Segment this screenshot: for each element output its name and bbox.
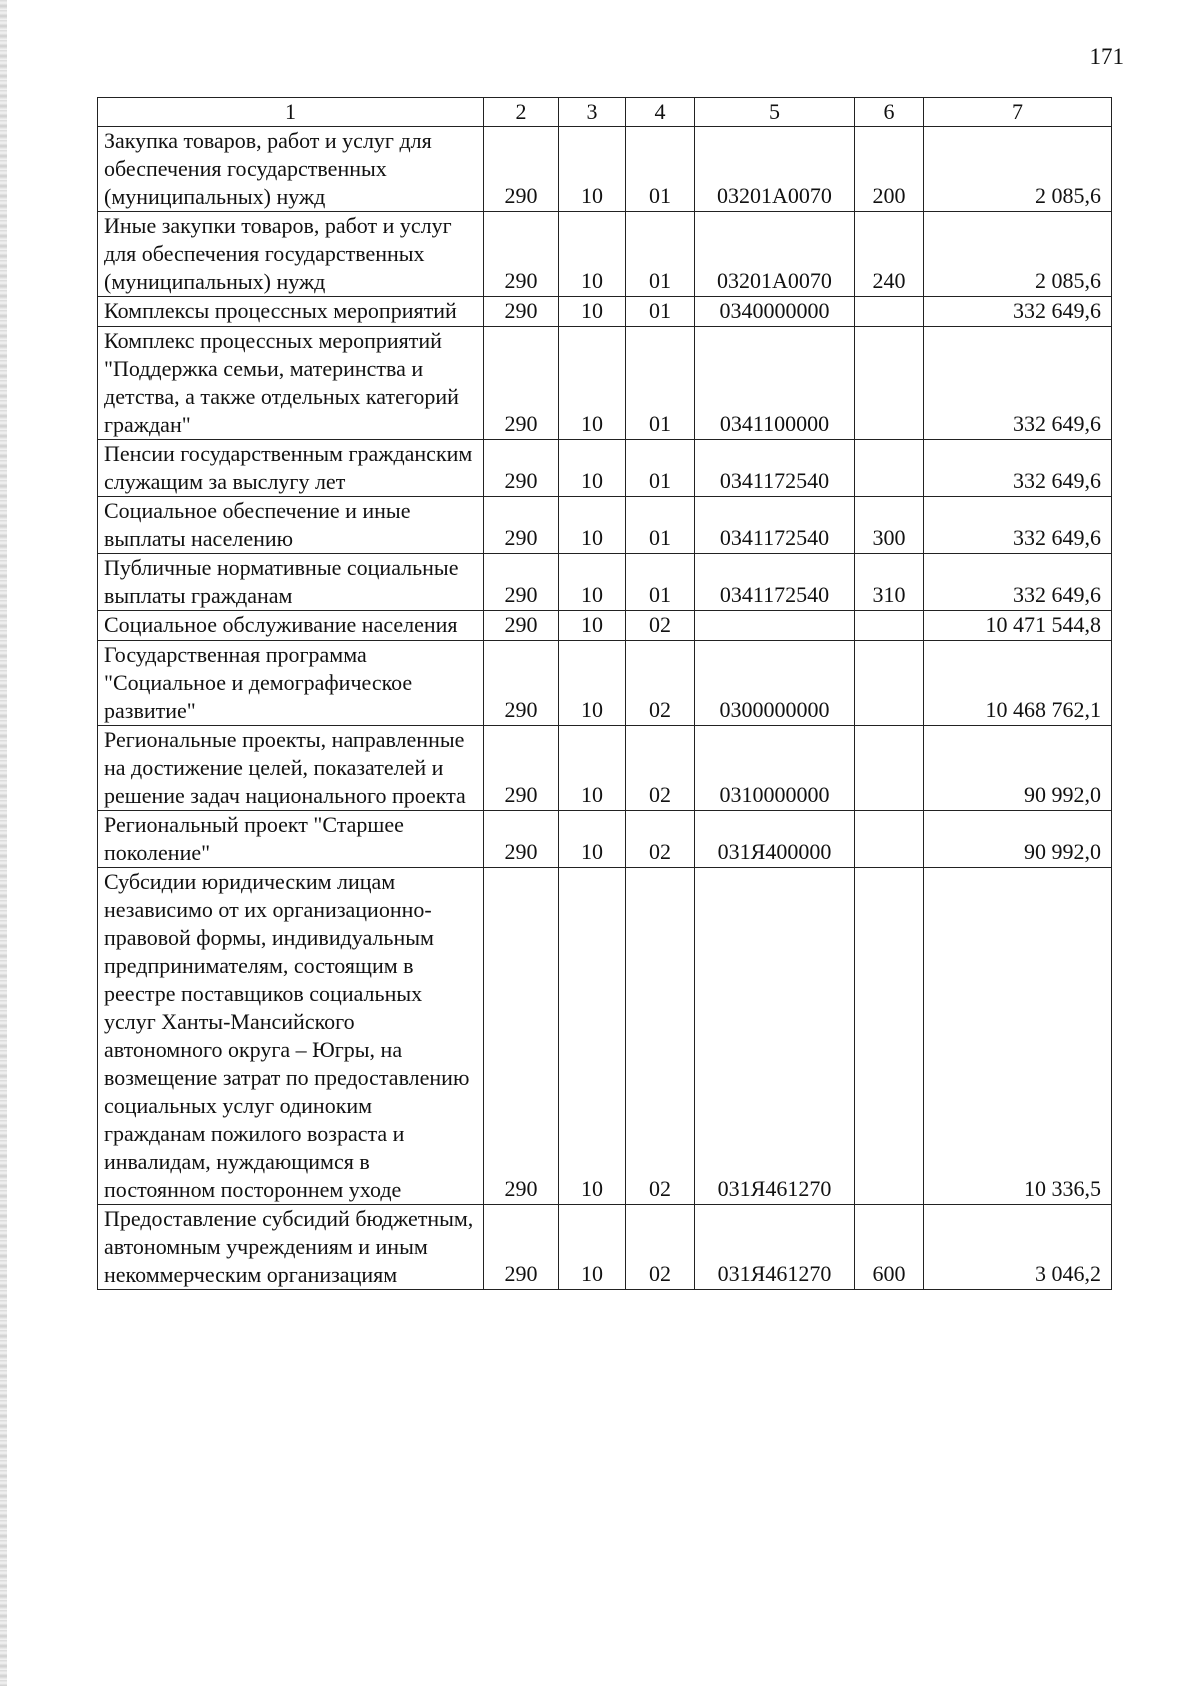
- table-row: [98, 497, 1112, 554]
- row-pr-cell: 02: [626, 726, 695, 811]
- page-number: 171: [1089, 44, 1124, 69]
- row-rz-cell: 10: [559, 1205, 626, 1290]
- row-vr-cell: [855, 868, 924, 1205]
- row-csr-cell: 031Я461270: [695, 868, 855, 1205]
- row-name-cell: Региональные проекты, направленные на достижение целей, показателей и решение задач национального проекта: [98, 726, 484, 811]
- row-rz-cell: 10: [559, 554, 626, 611]
- row-vr-cell: 240: [855, 212, 924, 297]
- row-sum-cell: 10 336,5: [924, 868, 1112, 1205]
- row-csr-cell: [695, 611, 855, 641]
- row-vr-cell: [855, 611, 924, 641]
- row-sum-cell: 90 992,0: [924, 726, 1112, 811]
- table-row: [98, 641, 1112, 726]
- row-ved-cell: 290: [484, 611, 559, 641]
- table-row: [98, 297, 1112, 327]
- row-pr-cell: 02: [626, 868, 695, 1205]
- row-pr-cell: 02: [626, 611, 695, 641]
- row-rz-cell: 10: [559, 611, 626, 641]
- table-row: [98, 212, 1112, 297]
- table-row: [98, 327, 1112, 440]
- row-rz-cell: 10: [559, 497, 626, 554]
- table-row: [98, 611, 1112, 641]
- row-sum-cell: 332 649,6: [924, 554, 1112, 611]
- column-header-4: 4: [626, 98, 695, 127]
- row-ved-cell: 290: [484, 212, 559, 297]
- row-sum-cell: 2 085,6: [924, 212, 1112, 297]
- row-vr-cell: [855, 726, 924, 811]
- row-pr-cell: 01: [626, 212, 695, 297]
- row-name-cell: Иные закупки товаров, работ и услуг для обеспечения государственных (муниципальных) нужд: [98, 212, 484, 297]
- table-row: [98, 554, 1112, 611]
- table-row: [98, 868, 1112, 1205]
- column-header-3: 3: [559, 98, 626, 127]
- row-vr-cell: 310: [855, 554, 924, 611]
- row-name-cell: Социальное обеспечение и иные выплаты населению: [98, 497, 484, 554]
- row-pr-cell: 02: [626, 641, 695, 726]
- row-ved-cell: 290: [484, 127, 559, 212]
- row-rz-cell: 10: [559, 440, 626, 497]
- row-pr-cell: 01: [626, 327, 695, 440]
- row-name-cell: Публичные нормативные социальные выплаты гражданам: [98, 554, 484, 611]
- row-name-cell: Пенсии государственным гражданским служащим за выслугу лет: [98, 440, 484, 497]
- row-rz-cell: 10: [559, 641, 626, 726]
- row-ved-cell: 290: [484, 1205, 559, 1290]
- row-pr-cell: 01: [626, 497, 695, 554]
- row-pr-cell: 01: [626, 127, 695, 212]
- row-name-cell: Государственная программа "Социальное и демографическое развитие": [98, 641, 484, 726]
- row-rz-cell: 10: [559, 327, 626, 440]
- row-csr-cell: 0341172540: [695, 554, 855, 611]
- row-name-cell: Социальное обслуживание населения: [98, 611, 484, 641]
- row-sum-cell: 2 085,6: [924, 127, 1112, 212]
- row-vr-cell: 600: [855, 1205, 924, 1290]
- column-header-1: 1: [98, 98, 484, 127]
- row-rz-cell: 10: [559, 297, 626, 327]
- row-name-cell: Региональный проект "Старшее поколение": [98, 811, 484, 868]
- row-vr-cell: 200: [855, 127, 924, 212]
- column-header-7: 7: [924, 98, 1112, 127]
- row-pr-cell: 02: [626, 811, 695, 868]
- row-name-cell: Закупка товаров, работ и услуг для обеспечения государственных (муниципальных) нужд: [98, 127, 484, 212]
- row-sum-cell: 332 649,6: [924, 440, 1112, 497]
- row-ved-cell: 290: [484, 726, 559, 811]
- row-sum-cell: 10 471 544,8: [924, 611, 1112, 641]
- table-row: [98, 726, 1112, 811]
- row-rz-cell: 10: [559, 726, 626, 811]
- row-ved-cell: 290: [484, 327, 559, 440]
- row-ved-cell: 290: [484, 297, 559, 327]
- row-vr-cell: [855, 297, 924, 327]
- row-name-cell: Предоставление субсидий бюджетным, автономным учреждениям и иным некоммерческим организациям: [98, 1205, 484, 1290]
- row-sum-cell: 332 649,6: [924, 297, 1112, 327]
- scan-edge: [0, 0, 7, 1686]
- row-ved-cell: 290: [484, 554, 559, 611]
- column-header-2: 2: [484, 98, 559, 127]
- row-vr-cell: [855, 440, 924, 497]
- row-pr-cell: 01: [626, 554, 695, 611]
- row-ved-cell: 290: [484, 641, 559, 726]
- row-ved-cell: 290: [484, 497, 559, 554]
- row-ved-cell: 290: [484, 811, 559, 868]
- table-row: [98, 440, 1112, 497]
- row-ved-cell: 290: [484, 868, 559, 1205]
- table-body: [98, 127, 1112, 1290]
- row-sum-cell: 3 046,2: [924, 1205, 1112, 1290]
- column-header-5: 5: [695, 98, 855, 127]
- row-rz-cell: 10: [559, 868, 626, 1205]
- table-header: [98, 98, 1112, 127]
- row-csr-cell: 0341172540: [695, 440, 855, 497]
- budget-table: [97, 97, 1112, 1290]
- row-sum-cell: 10 468 762,1: [924, 641, 1112, 726]
- row-csr-cell: 031Я400000: [695, 811, 855, 868]
- row-vr-cell: [855, 641, 924, 726]
- row-sum-cell: 90 992,0: [924, 811, 1112, 868]
- row-sum-cell: 332 649,6: [924, 327, 1112, 440]
- row-name-cell: Комплекс процессных мероприятий "Поддержка семьи, материнства и детства, а также отдельных категорий граждан": [98, 327, 484, 440]
- row-rz-cell: 10: [559, 811, 626, 868]
- row-sum-cell: 332 649,6: [924, 497, 1112, 554]
- row-csr-cell: 03201А0070: [695, 212, 855, 297]
- row-rz-cell: 10: [559, 127, 626, 212]
- row-vr-cell: [855, 327, 924, 440]
- table-row: [98, 1205, 1112, 1290]
- row-name-cell: Комплексы процессных мероприятий: [98, 297, 484, 327]
- row-csr-cell: 0341100000: [695, 327, 855, 440]
- row-vr-cell: 300: [855, 497, 924, 554]
- column-header-6: 6: [855, 98, 924, 127]
- header-row: [98, 98, 1112, 127]
- row-pr-cell: 02: [626, 1205, 695, 1290]
- row-name-cell: Субсидии юридическим лицам независимо от их организационно-правовой формы, индивидуальным предпринимателям, состоящим в реестре поставщиков социальных услуг Ханты-Мансийского автономного округа – Югры, на возмещение затрат по предоставлению социальных услуг одиноким гражданам пожилого возраста и инвалидам, нуждающимся в постоянном постороннем уходе: [98, 868, 484, 1205]
- row-csr-cell: 03201А0070: [695, 127, 855, 212]
- row-csr-cell: 0300000000: [695, 641, 855, 726]
- row-csr-cell: 0341172540: [695, 497, 855, 554]
- row-pr-cell: 01: [626, 297, 695, 327]
- row-pr-cell: 01: [626, 440, 695, 497]
- row-rz-cell: 10: [559, 212, 626, 297]
- row-csr-cell: 031Я461270: [695, 1205, 855, 1290]
- table-row: [98, 127, 1112, 212]
- row-csr-cell: 0310000000: [695, 726, 855, 811]
- row-vr-cell: [855, 811, 924, 868]
- table-row: [98, 811, 1112, 868]
- row-csr-cell: 0340000000: [695, 297, 855, 327]
- row-ved-cell: 290: [484, 440, 559, 497]
